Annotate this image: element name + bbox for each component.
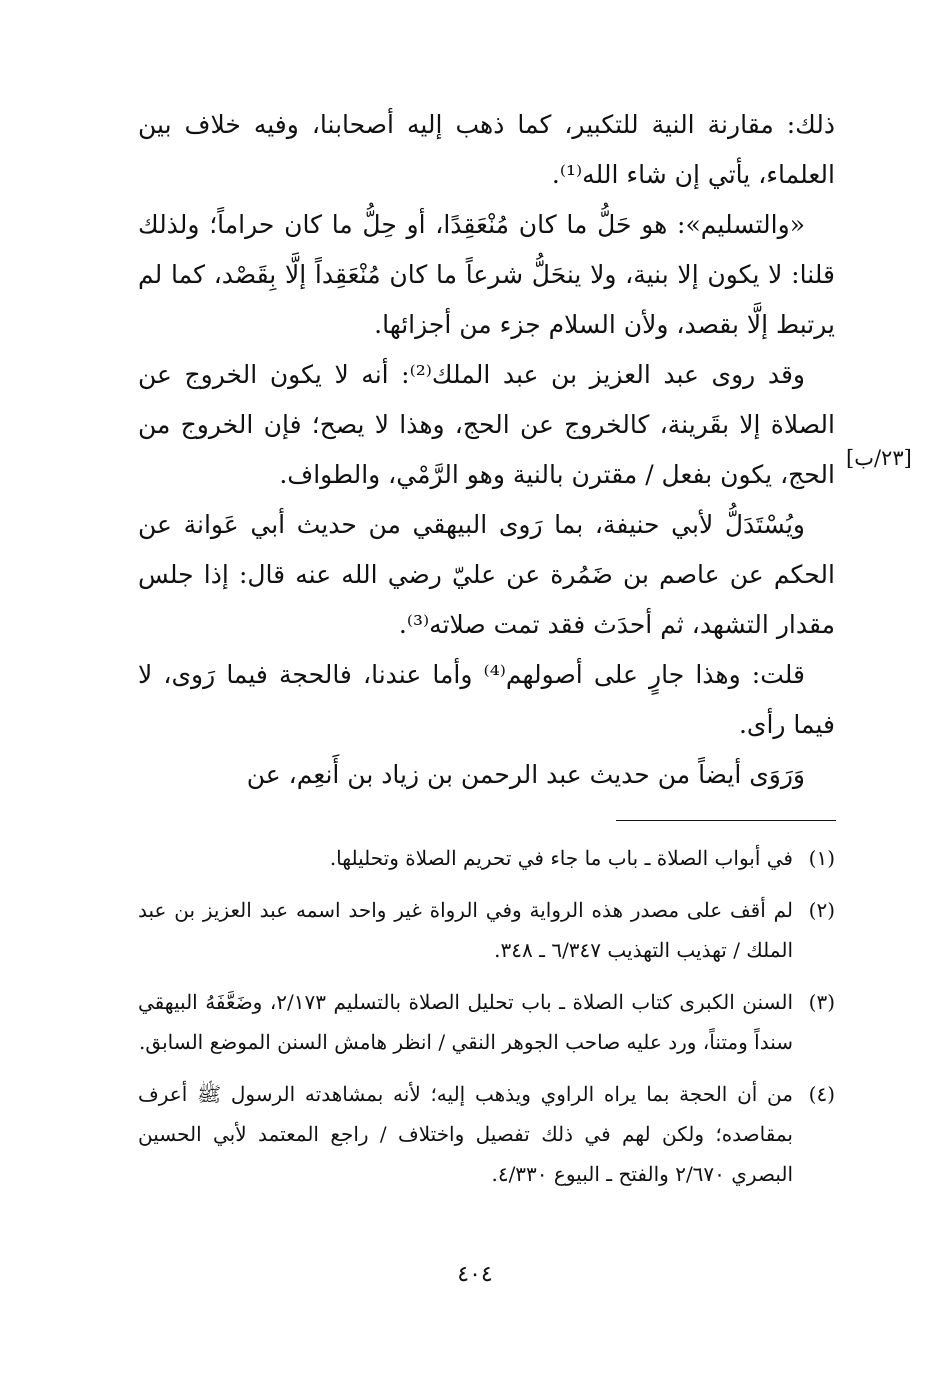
footnote-text: لم أقف على مصدر هذه الرواية وفي الرواة غير واحد اسمه عبد العزيز بن عبد الملك / تهذيب التهذيب ٦/٣٤٧ ـ ٣٤٨.: [138, 898, 793, 962]
footnote: [138, 890, 835, 970]
footnote-number: (٣): [808, 990, 835, 1014]
footnote-number: (٢): [808, 898, 835, 922]
paragraph: ذلك: مقارنة النية للتكبير، كما ذهب إليه أصحابنا، وفيه خلاف بين العلماء، يأتي إن شاء الله⁽¹⁾.: [138, 110, 835, 189]
paragraph: «والتسليم»: هو حَلُّ ما كان مُنْعَقِدًا، أو حِلُّ ما كان حراماً؛ ولذلك قلنا: لا يكون إلا بنية، ولا ينحَلُّ شرعاً ما كان مُنْعَقِداً إلَّا بِقَصْد، كما لم يرتبط إلَّا بقصد، ولأن السلام جزء من أجزائها.: [138, 210, 835, 339]
footnotes: [138, 838, 835, 1206]
main-text: [138, 100, 835, 800]
paragraph: قلت: وهذا جارٍ على أصولهم⁽⁴⁾ وأما عندنا، فالحجة فيما رَوى، لا فيما رأى.: [138, 660, 835, 739]
footnote-number: (٤): [808, 1082, 835, 1106]
page-number: ٤٠٤: [457, 1262, 493, 1287]
footnote-number: (١): [808, 846, 835, 870]
paragraph: وقد روى عبد العزيز بن عبد الملك⁽²⁾: أنه لا يكون الخروج عن الصلاة إلا بقَرينة، كالخروج عن الحج، وهذا لا يصح؛ فإن الخروج من الحج، يكون بفعل / مقترن بالنية وهو الرَّمْي، والطواف.: [138, 360, 835, 489]
footnote-text: في أبواب الصلاة ـ باب ما جاء في تحريم الصلاة وتحليلها.: [329, 846, 793, 870]
footnote-text: من أن الحجة بما يراه الراوي ويذهب إليه؛ لأنه بمشاهدته الرسول ﷺ أعرف بمقاصده؛ ولكن لهم في ذلك تفصيل واختلاف / راجع المعتمد لأبي الحسين البصري ٢/٦٧٠ والفتح ـ البيوع ٤/٣٣٠.: [138, 1082, 793, 1186]
margin-folio-note: [٢٣/ب]: [846, 446, 912, 470]
footnote-text: السنن الكبرى كتاب الصلاة ـ باب تحليل الصلاة بالتسليم ٢/١٧٣، وضَعَّفَهُ البيهقي سنداً ومتناً، ورد عليه صاحب الجوهر النقي / انظر هامش السنن الموضع السابق.: [138, 990, 794, 1054]
footnote: [138, 1074, 835, 1194]
footnote: [138, 838, 835, 878]
paragraph: ويُسْتَدَلُّ لأبي حنيفة، بما رَوى البيهقي من حديث أبي عَوانة عن الحكم عن عاصم بن ضَمُرة عن عليّ رضي الله عنه قال: إذا جلس مقدار التشهد، ثم أحدَث فقد تمت صلاته⁽³⁾.: [138, 510, 835, 639]
paragraph: وَرَوَى أيضاً من حديث عبد الرحمن بن زياد بن أَنعِم، عن: [246, 760, 805, 789]
footnote: [138, 982, 835, 1062]
footnote-divider: [616, 820, 836, 821]
